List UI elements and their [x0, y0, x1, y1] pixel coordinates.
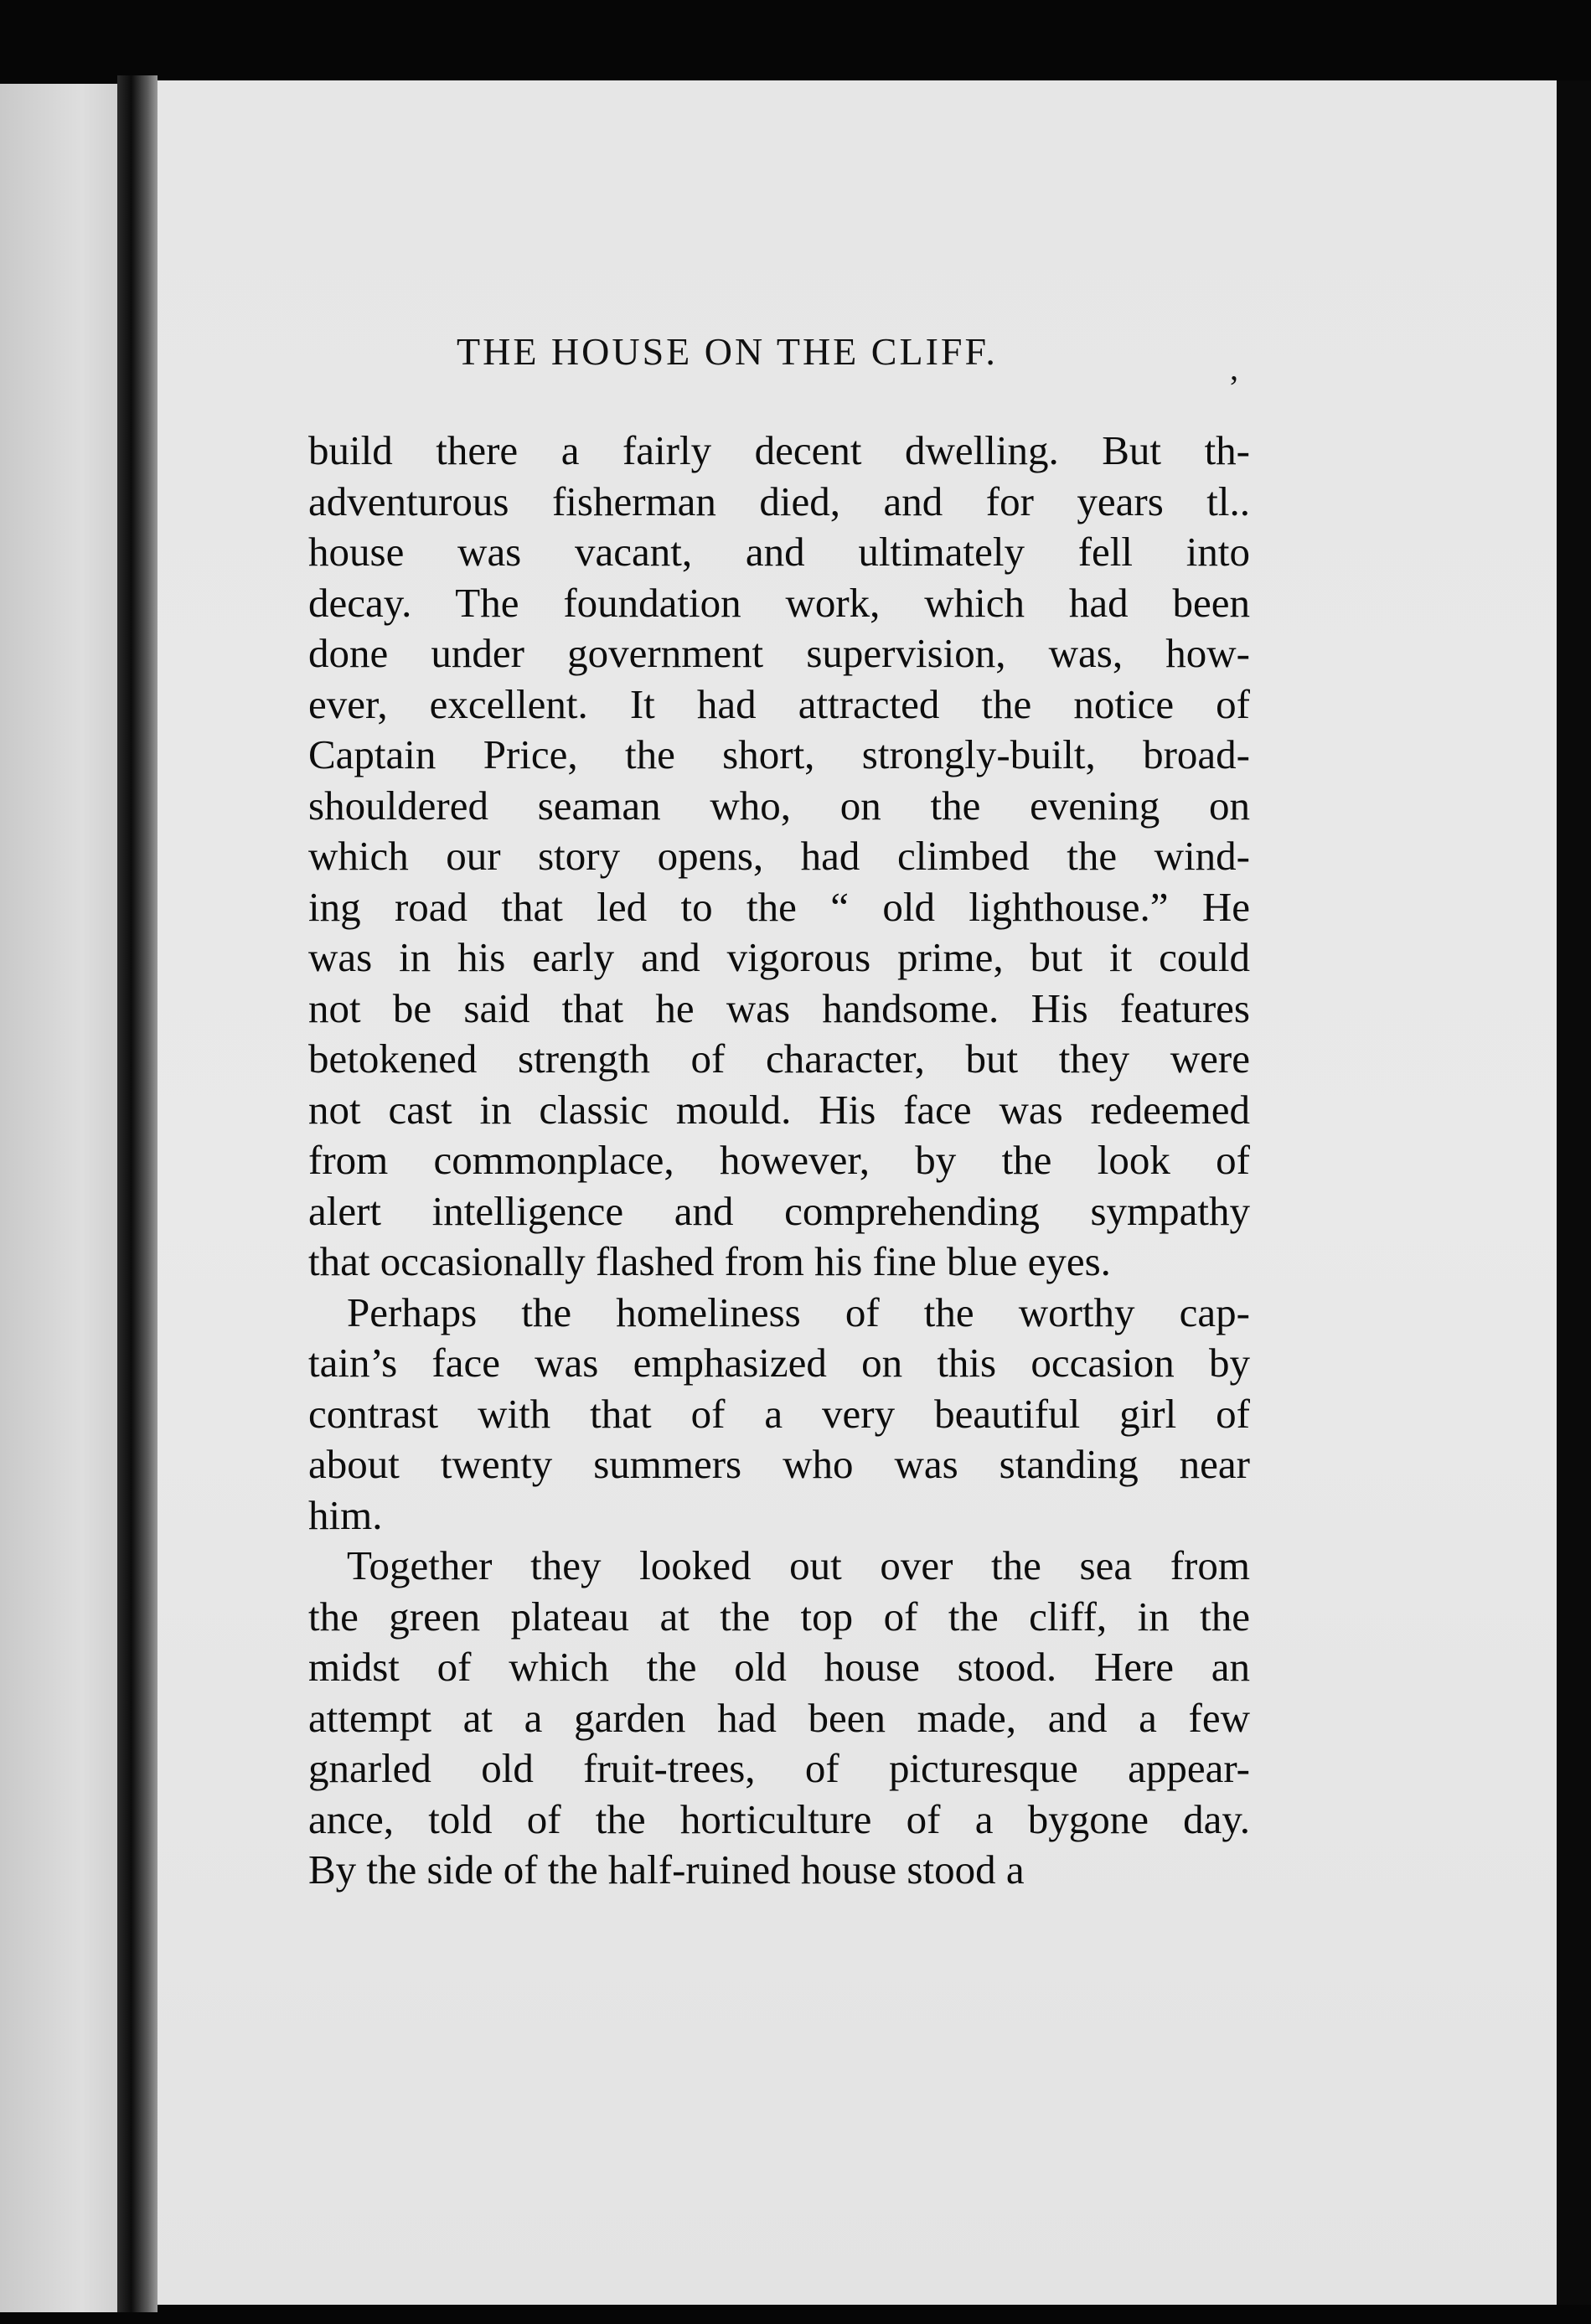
text-line: attempt at a garden had been made, and a few — [308, 1694, 1250, 1741]
scan-border — [1557, 80, 1591, 2305]
text-line: which our story opens, had climbed the wind- — [308, 833, 1250, 879]
paragraph — [308, 426, 1250, 1288]
text-line: Captain Price, the short, strongly-built, broad- — [308, 731, 1250, 777]
text-line: Perhaps the homeliness of the worthy cap- — [347, 1289, 1250, 1335]
text-line: ance, told of the horticulture of a bygone day. — [308, 1795, 1250, 1842]
text-line: about twenty summers who was standing near — [308, 1441, 1250, 1487]
text-line: not be said that he was handsome. His features — [308, 984, 1250, 1031]
text-line: tain’s face was emphasized on this occasion by — [308, 1340, 1250, 1386]
text-line: not cast in classic mould. His face was redeemed — [308, 1086, 1250, 1133]
text-line: gnarled old fruit-trees, of picturesque appear- — [308, 1745, 1250, 1791]
text-line: adventurous fisherman died, and for years tl.. — [308, 478, 1250, 524]
text-line: Together they looked out over the sea from — [347, 1542, 1250, 1588]
page-number-mark: , — [1230, 349, 1238, 387]
text-line: the green plateau at the top of the cliff, in the — [308, 1593, 1250, 1640]
book-gutter — [117, 75, 158, 2312]
text-line: betokened strength of character, but they were — [308, 1035, 1250, 1082]
text-line: was in his early and vigorous prime, but it could — [308, 934, 1250, 980]
text-line: done under government supervision, was, how- — [308, 630, 1250, 676]
text-line: house was vacant, and ultimately fell into — [308, 529, 1250, 575]
text-line: him. — [308, 1491, 383, 1538]
text-line: midst of which the old house stood. Here an — [308, 1644, 1250, 1690]
text-line: alert intelligence and comprehending sympathy — [308, 1187, 1250, 1234]
text-line: contrast with that of a very beautiful girl of — [308, 1390, 1250, 1437]
paragraph — [308, 1541, 1250, 1896]
text-line: By the side of the half-ruined house stood a — [308, 1846, 1025, 1893]
text-line: from commonplace, however, by the look of — [308, 1137, 1250, 1183]
paragraph — [308, 1288, 1250, 1542]
text-line: decay. The foundation work, which had been — [308, 579, 1250, 626]
text-line: build there a fairly decent dwelling. But th- — [308, 427, 1250, 473]
text-line: ever, excellent. It had attracted the notice of — [308, 680, 1250, 727]
running-head: THE HOUSE ON THE CLIFF. — [457, 330, 998, 373]
text-line: shouldered seaman who, on the evening on — [308, 782, 1250, 829]
text-line: ing road that led to the “ old lighthouse.” He — [308, 883, 1250, 930]
text-line: that occasionally flashed from his fine blue eyes. — [308, 1238, 1111, 1284]
body-text — [308, 426, 1250, 1896]
facing-page-edge — [0, 84, 117, 2312]
